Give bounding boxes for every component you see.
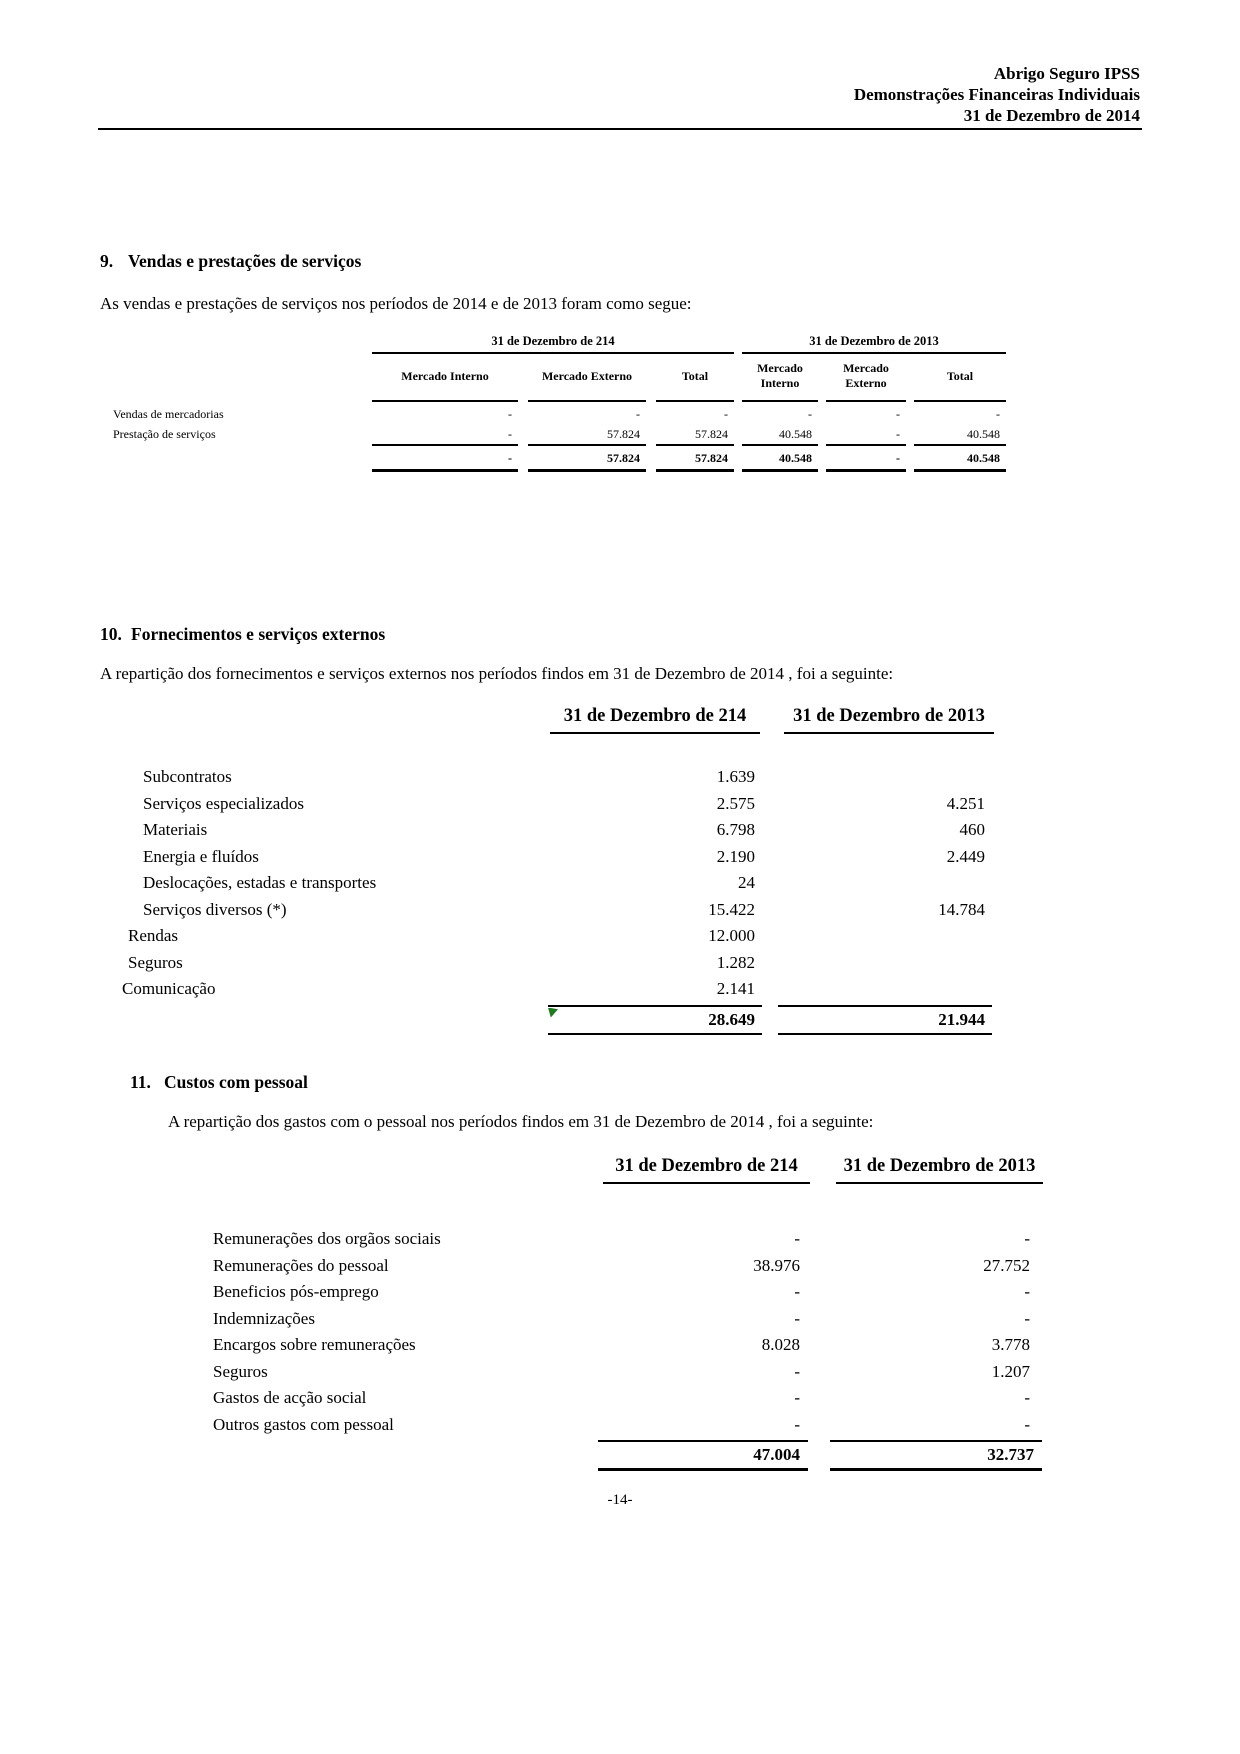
row-label: Beneficios pós-emprego	[213, 1282, 379, 1301]
table-row	[100, 1253, 1060, 1280]
sales-services-table	[100, 334, 1030, 472]
table-row	[100, 764, 1040, 791]
table-group-header-row	[100, 334, 1030, 354]
row-label: Materiais	[143, 820, 208, 839]
cell-value: 57.824	[656, 422, 734, 446]
value-2013	[755, 764, 985, 791]
row-label: Encargos sobre remunerações	[213, 1335, 416, 1354]
table-row	[100, 976, 1040, 1003]
table-row	[100, 402, 1030, 422]
column-header: Total	[914, 354, 1006, 402]
value-2014: 1.282	[716, 952, 755, 972]
value-2013: 460	[959, 820, 985, 839]
document-header	[854, 63, 1140, 126]
row-label: Vendas de mercadorias	[113, 407, 224, 421]
value-2013: 27.752	[983, 1255, 1030, 1275]
table-row	[100, 817, 1040, 844]
value-2014: 15.422	[708, 899, 755, 919]
personnel-costs-table	[100, 1156, 1060, 1471]
row-label: Serviços especializados	[143, 793, 304, 813]
column-header-2013: 31 de Dezembro de 2013	[836, 1156, 1043, 1184]
row-label: Prestação de serviços	[113, 427, 216, 441]
column-header-2013: 31 de Dezembro de 2013	[784, 706, 994, 734]
page-number: -14-	[607, 1492, 633, 1508]
total-2013	[778, 1005, 992, 1035]
total-value: 57.824	[656, 446, 734, 472]
value-2014: 8.028	[761, 1335, 800, 1354]
external-services-table	[100, 706, 1040, 1035]
row-label: Energia e fluídos	[143, 846, 259, 866]
value-2013: 1.207	[991, 1361, 1030, 1381]
total-2014: 47.004	[598, 1440, 808, 1471]
section-title: Custos com pessoal	[164, 1072, 308, 1092]
row-label: Subcontratos	[143, 767, 232, 786]
value-2013	[755, 950, 985, 977]
value-2013: -	[1024, 1308, 1030, 1328]
column-header-2014: 31 de Dezembro de 214	[550, 706, 760, 734]
table-row	[100, 870, 1040, 897]
row-label: Rendas	[128, 926, 179, 945]
row-label: Indemnizações	[213, 1308, 315, 1328]
header-divider	[98, 128, 1142, 130]
cell-value: -	[724, 407, 728, 421]
section-title: Fornecimentos e serviços externos	[131, 624, 386, 644]
column-header: Mercado Externo	[826, 354, 906, 402]
table-row	[100, 1306, 1060, 1333]
table-row	[100, 422, 1030, 446]
value-2013: -	[1024, 1414, 1030, 1434]
row-label: Remunerações dos orgãos sociais	[213, 1229, 441, 1248]
table-row	[100, 1332, 1060, 1359]
document-date: 31 de Dezembro de 2014	[963, 106, 1140, 125]
total-value: 57.824	[528, 446, 646, 472]
document-title: Demonstrações Financeiras Individuais	[853, 85, 1140, 104]
cell-value: 40.548	[914, 422, 1006, 446]
total-value: -	[372, 446, 518, 472]
group-header-2014: 31 de Dezembro de 214	[372, 334, 734, 354]
section-title: Vendas e prestações de serviços	[128, 251, 362, 271]
section-11-intro: A repartição dos gastos com o pessoal nos períodos findos em 31 de Dezembro de 2014 , foi a seguinte:	[168, 1112, 874, 1131]
value-2013: 4.251	[946, 793, 985, 813]
value-2014: -	[794, 1229, 800, 1248]
table-row	[100, 1226, 1060, 1253]
table-body	[100, 1226, 1060, 1438]
section-9-intro: As vendas e prestações de serviços nos períodos de 2014 e de 2013 foram como segue:	[100, 294, 692, 313]
value-2013: -	[1024, 1388, 1030, 1407]
value-2013	[755, 923, 985, 950]
value-2014: 38.976	[753, 1255, 800, 1275]
section-10-intro: A repartição dos fornecimentos e serviços externos nos períodos findos em 31 de Dezembro de 2014 , foi a seguinte:	[100, 664, 894, 683]
row-label: Deslocações, estadas e transportes	[143, 873, 377, 892]
table-row	[100, 950, 1040, 977]
column-header-2014: 31 de Dezembro de 214	[603, 1156, 810, 1184]
cell-value: -	[808, 407, 812, 421]
cell-value: -	[372, 422, 518, 446]
cell-value: -	[508, 407, 512, 421]
value-2014: 2.141	[716, 979, 755, 998]
section-11-heading	[130, 1072, 308, 1093]
row-label: Comunicação	[122, 979, 216, 998]
value-2014: 1.639	[716, 767, 755, 786]
table-total-row	[100, 446, 1030, 472]
table-row	[100, 923, 1040, 950]
value-2014: -	[794, 1414, 800, 1434]
section-10-heading	[100, 624, 385, 645]
table-row	[100, 897, 1040, 924]
value-2013: -	[1024, 1282, 1030, 1301]
table-row	[100, 791, 1040, 818]
table-row	[100, 1279, 1060, 1306]
value-2014: -	[794, 1282, 800, 1301]
cell-value: 40.548	[742, 422, 818, 446]
row-label: Seguros	[213, 1361, 268, 1381]
total-2014	[548, 1005, 762, 1035]
column-header: Mercado Externo	[528, 354, 646, 402]
table-row	[100, 1359, 1060, 1386]
total-value: 28.649	[708, 1009, 755, 1029]
comment-flag-icon	[548, 1008, 558, 1018]
total-value: 40.548	[742, 446, 818, 472]
row-label: Remunerações do pessoal	[213, 1255, 389, 1275]
total-2013: 32.737	[830, 1440, 1042, 1471]
section-number: 10.	[100, 624, 122, 644]
company-name: Abrigo Seguro IPSS	[993, 64, 1140, 83]
table-column-header-row	[100, 354, 1030, 402]
column-header: Mercado Interno	[372, 354, 518, 402]
value-2013: -	[1024, 1229, 1030, 1248]
value-2014: -	[794, 1308, 800, 1328]
column-header: Mercado Interno	[742, 354, 818, 402]
cell-value: -	[826, 422, 906, 446]
row-label: Outros gastos com pessoal	[213, 1414, 394, 1434]
value-2013: 14.784	[938, 899, 985, 919]
total-value: -	[826, 446, 906, 472]
cell-value: -	[996, 407, 1000, 421]
table-body	[100, 764, 1040, 1003]
value-2014: 2.190	[716, 846, 755, 866]
total-value: 21.944	[938, 1009, 985, 1029]
cell-value: -	[636, 407, 640, 421]
table-total-row	[100, 1440, 1060, 1471]
value-2014: 6.798	[716, 820, 755, 839]
value-2013	[755, 976, 985, 1003]
total-value: 40.548	[914, 446, 1006, 472]
table-row	[100, 1412, 1060, 1439]
section-number: 11.	[130, 1072, 151, 1092]
cell-value: -	[896, 407, 900, 421]
value-2014: -	[794, 1361, 800, 1381]
value-2014: 24	[738, 873, 755, 892]
column-header: Total	[656, 354, 734, 402]
value-2013: 3.778	[991, 1335, 1030, 1354]
group-header-2013: 31 de Dezembro de 2013	[742, 334, 1006, 354]
value-2014: -	[794, 1388, 800, 1407]
table-total-row	[100, 1005, 1040, 1035]
table-header-row	[100, 706, 1040, 734]
row-label: Seguros	[128, 952, 183, 972]
table-header-row	[100, 1156, 1060, 1184]
cell-value: 57.824	[528, 422, 646, 446]
row-label: Gastos de acção social	[213, 1388, 367, 1407]
value-2014: 12.000	[708, 926, 755, 945]
section-number: 9.	[100, 251, 114, 271]
section-9-heading	[100, 251, 361, 272]
table-row	[100, 1385, 1060, 1412]
value-2013: 2.449	[946, 846, 985, 866]
value-2014: 2.575	[716, 793, 755, 813]
row-label: Serviços diversos (*)	[143, 899, 287, 919]
table-row	[100, 844, 1040, 871]
value-2013	[755, 870, 985, 897]
